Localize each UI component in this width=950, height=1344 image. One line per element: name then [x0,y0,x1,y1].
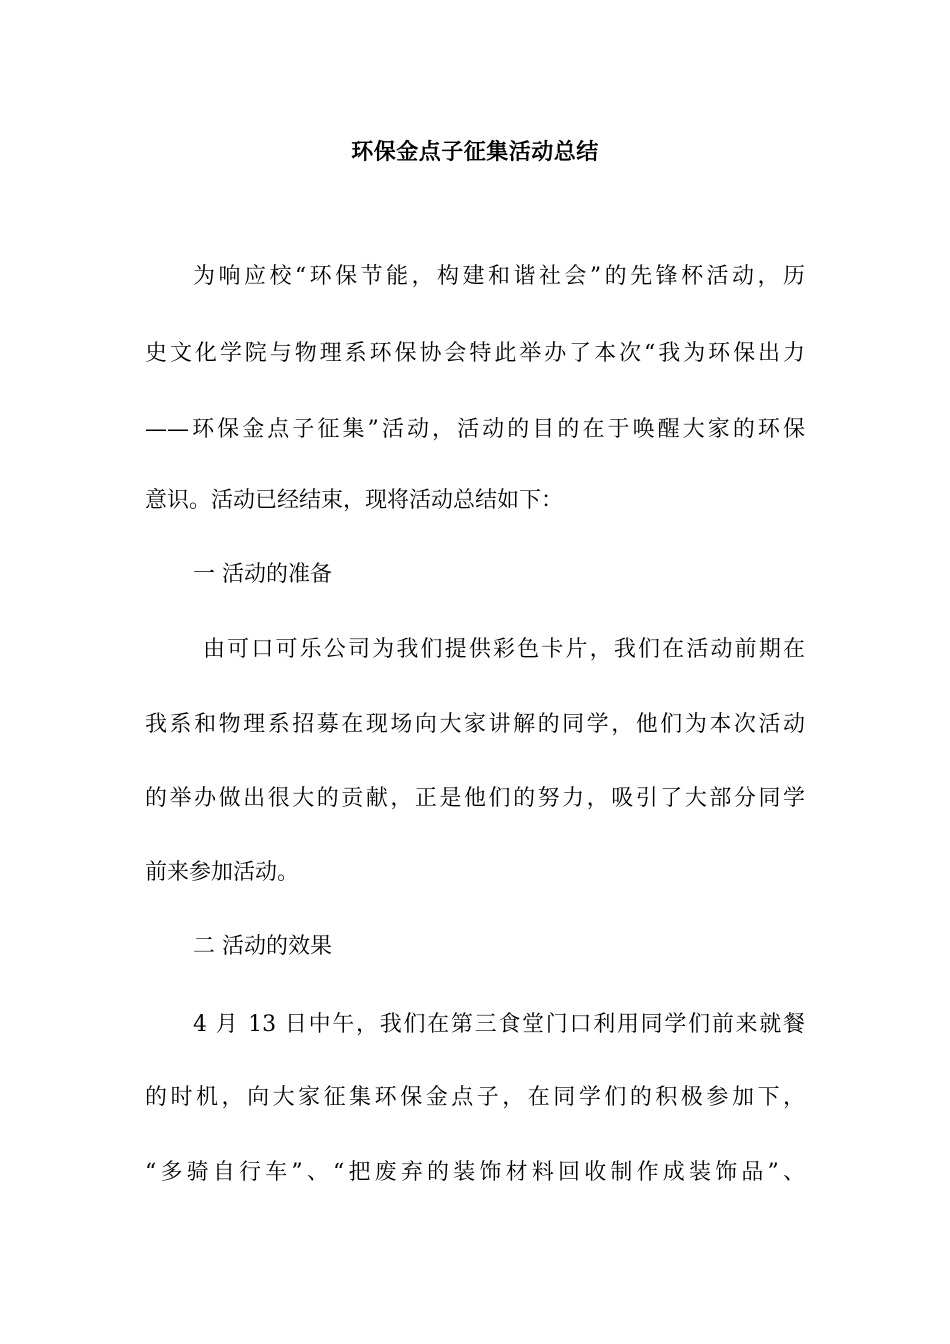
paragraph-line-8: 前来参加活动。 [145,860,300,885]
paragraph-line-10: 的时机，向大家征集环保金点子，在同学们的积极参加下， [145,1085,805,1110]
paragraph-line-7: 的举办做出很大的贡献，正是他们的努力，吸引了大部分同学 [145,786,805,811]
paragraph-line-2: 史文化学院与物理系环保协会特此举办了本次“我为环保出力 [145,341,805,366]
page-title: 环保金点子征集活动总结 [351,140,599,165]
paragraph-line-5: 由可口可乐公司为我们提供彩色卡片，我们在活动前期在 [203,637,805,662]
paragraph-line-1: 为响应校“环保节能，构建和谐社会”的先锋杯活动，历 [193,264,805,289]
paragraph-line-3: ——环保金点子征集”活动，活动的目的在于唤醒大家的环保 [145,417,805,442]
section-heading-1: 一 活动的准备 [193,562,332,587]
paragraph-line-4: 意识。活动已经结束，现将活动总结如下： [145,488,564,513]
section-heading-2: 二 活动的效果 [193,934,332,959]
paragraph-line-9: 4 月 13 日中午，我们在第三食堂门口利用同学们前来就餐 [193,1012,805,1037]
paragraph-line-11: “多骑自行车”、“把废弃的装饰材料回收制作成装饰品”、 [145,1160,805,1185]
paragraph-line-6: 我系和物理系招募在现场向大家讲解的同学，他们为本次活动 [145,712,805,737]
